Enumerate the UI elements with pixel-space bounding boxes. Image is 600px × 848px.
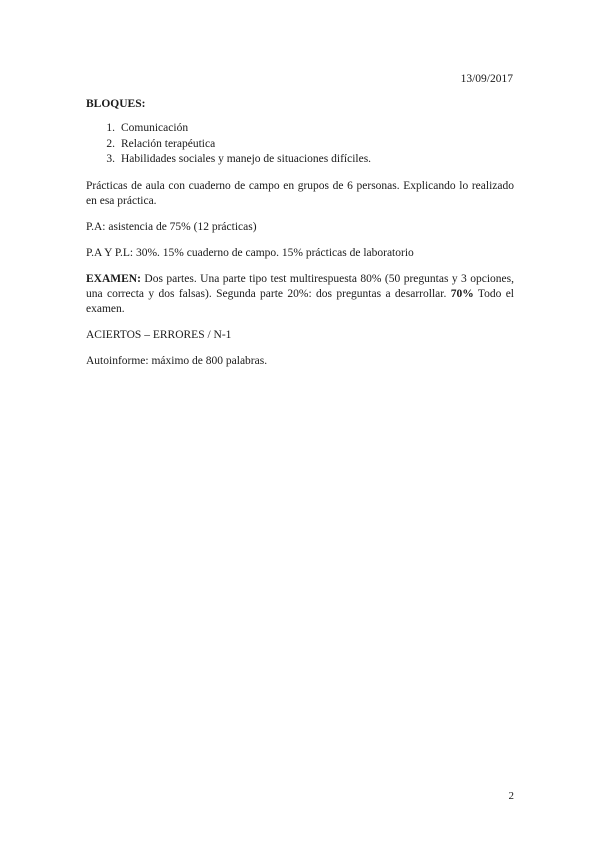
bloques-list <box>86 121 514 168</box>
paypl-paragraph: P.A Y P.L: 30%. 15% cuaderno de campo. 15% prácticas de laboratorio <box>86 246 414 259</box>
examen-bold-value: 70% <box>450 287 474 300</box>
examen-label: EXAMEN: <box>86 272 141 285</box>
page-number: 2 <box>508 790 514 802</box>
bloques-heading: BLOQUES: <box>86 98 146 110</box>
list-item <box>86 137 514 153</box>
list-item-label: Relación terapéutica <box>121 137 216 150</box>
pa-paragraph: P.A: asistencia de 75% (12 prácticas) <box>86 220 257 233</box>
autoinforme-paragraph: Autoinforme: máximo de 800 palabras. <box>86 354 268 367</box>
document-date: 13/09/2017 <box>460 73 513 85</box>
examen-paragraph <box>86 272 514 317</box>
list-item-number: 2. <box>106 137 115 150</box>
document-body <box>86 97 514 380</box>
list-item-label: Comunicación <box>121 122 189 134</box>
examen-end: Todo el examen. <box>86 287 514 315</box>
practicas-paragraph: Prácticas de aula con cuaderno de campo en grupos de 6 personas. Explicando lo realizado en esa práctica. <box>86 179 514 207</box>
aciertos-paragraph: ACIERTOS – ERRORES / N-1 <box>86 328 232 341</box>
list-item <box>86 152 514 168</box>
list-item-label: Habilidades sociales y manejo de situaciones difíciles. <box>121 153 372 165</box>
list-item <box>86 121 514 137</box>
list-item-number: 1. <box>106 122 115 134</box>
examen-text: Dos partes. Una parte tipo test multirespuesta 80% (50 preguntas y 3 opciones, una correcta y dos falsas). Segunda parte 20%: dos preguntas a desarrollar. <box>86 272 514 300</box>
list-item-number: 3. <box>106 153 115 165</box>
